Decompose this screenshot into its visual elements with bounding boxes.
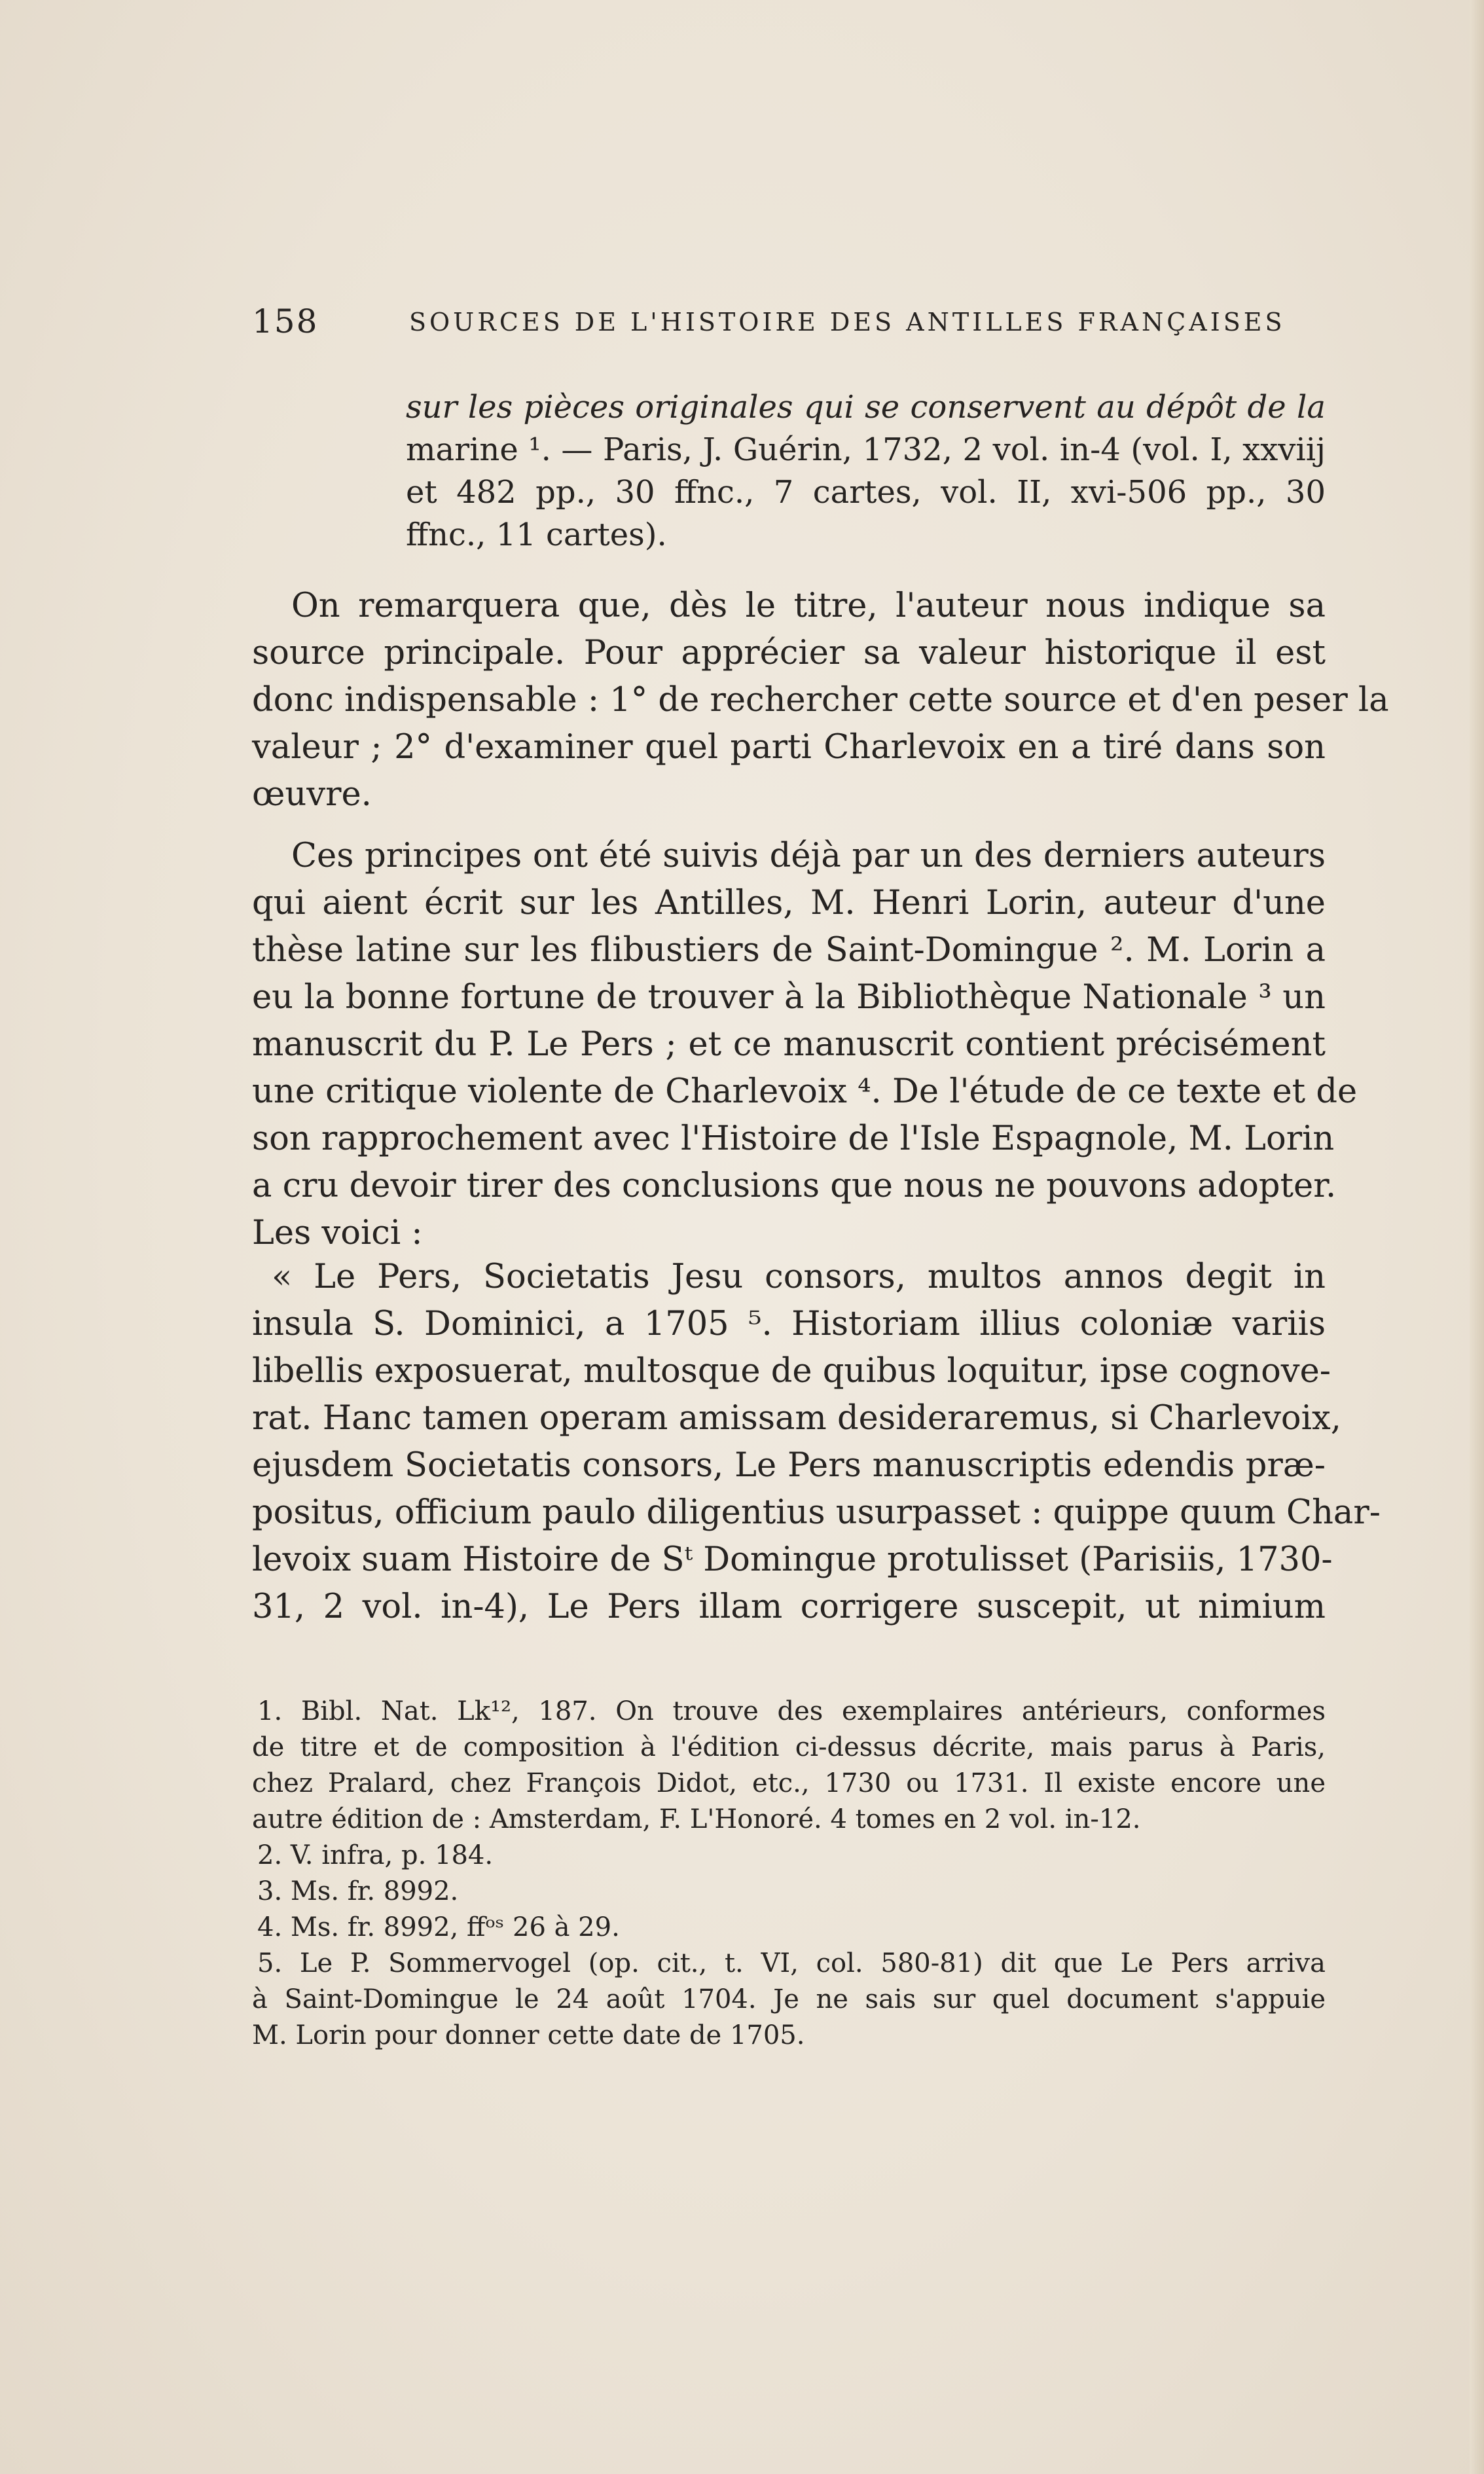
paragraph-line: insula S. Dominici, a 1705 ⁵. Historiam illius coloniæ variis [252, 1305, 1326, 1343]
page-edge [1470, 0, 1484, 2474]
footnote-line: 3. Ms. fr. 8992. [257, 1876, 459, 1906]
paragraph-line: source principale. Pour apprécier sa valeur historique il est [252, 634, 1326, 672]
footnote-line: M. Lorin pour donner cette date de 1705. [252, 2020, 805, 2050]
paragraph-line: Ces principes ont été suivis déjà par un des derniers auteurs [291, 837, 1326, 875]
paragraph-line: positus, officium paulo diligentius usurpasset : quippe quum Char- [252, 1493, 1381, 1532]
paragraph-line: « Le Pers, Societatis Jesu consors, multos annos degit in [272, 1258, 1326, 1296]
footnote-line: 1. Bibl. Nat. Lk¹², 187. On trouve des exemplaires antérieurs, conformes [257, 1696, 1326, 1726]
paragraph-line: libellis exposuerat, multosque de quibus loquitur, ipse cognove- [252, 1352, 1331, 1391]
paragraph-line: levoix suam Histoire de Sᵗ Domingue protulisset (Parisiis, 1730- [252, 1540, 1333, 1579]
paragraph-line: donc indispensable : 1° de rechercher cette source et d'en peser la [252, 681, 1389, 719]
paragraph-line: Les voici : [252, 1214, 423, 1252]
biblio-line: ffnc., 11 cartes). [406, 517, 667, 553]
biblio-line: marine ¹. — Paris, J. Guérin, 1732, 2 vol. in-4 (vol. I, xxviij [406, 431, 1326, 468]
paragraph-line: 31, 2 vol. in-4), Le Pers illam corrigere suscepit, ut nimium [252, 1588, 1326, 1626]
paragraph-line: On remarquera que, dès le titre, l'auteur nous indique sa [291, 587, 1326, 625]
paragraph-line: son rapprochement avec l'Histoire de l'Isle Espagnole, M. Lorin [252, 1119, 1335, 1158]
biblio-line: sur les pièces originales qui se conservent au dépôt de la [406, 389, 1326, 426]
paragraph-line: eu la bonne fortune de trouver à la Bibliothèque Nationale ³ un [252, 978, 1326, 1017]
footnote-line: chez Pralard, chez François Didot, etc., 1730 ou 1731. Il existe encore une [252, 1768, 1326, 1798]
footnote-line: autre édition de : Amsterdam, F. L'Honoré. 4 tomes en 2 vol. in-12. [252, 1804, 1141, 1834]
paragraph-line: a cru devoir tirer des conclusions que nous ne pouvons adopter. [252, 1167, 1337, 1205]
paragraph-line: rat. Hanc tamen operam amissam desideraremus, si Charlevoix, [252, 1399, 1341, 1438]
paragraph-line: une critique violente de Charlevoix ⁴. De l'étude de ce texte et de [252, 1072, 1358, 1111]
bibliographic-entry [406, 386, 1326, 556]
paragraph-line: ejusdem Societatis consors, Le Pers manuscriptis edendis præ- [252, 1446, 1326, 1485]
paragraph-2 [252, 833, 1358, 1257]
footnote-line: 2. V. infra, p. 184. [257, 1840, 494, 1870]
paragraph-line: œuvre. [252, 775, 372, 814]
footnote-line: 4. Ms. fr. 8992, ffᵒˢ 26 à 29. [257, 1912, 620, 1942]
page-number: 158 [252, 302, 319, 340]
paragraph-3-latin-quote [252, 1254, 1381, 1631]
paragraph-line: thèse latine sur les flibustiers de Saint-Domingue ². M. Lorin a [252, 931, 1326, 970]
paragraph-line: manuscrit du P. Le Pers ; et ce manuscrit contient précisément [252, 1025, 1326, 1064]
footnotes [252, 1694, 1326, 2054]
paragraph-line: valeur ; 2° d'examiner quel parti Charlevoix en a tiré dans son [252, 728, 1326, 767]
running-head: SOURCES DE L'HISTOIRE DES ANTILLES FRANÇAISES [409, 308, 1286, 337]
footnote-line: 5. Le P. Sommervogel (op. cit., t. VI, col. 580-81) dit que Le Pers arriva [257, 1948, 1326, 1978]
paragraph-1 [252, 583, 1389, 818]
footnote-line: de titre et de composition à l'édition ci-dessus décrite, mais parus à Paris, [252, 1732, 1326, 1762]
page-header [252, 302, 1332, 348]
paragraph-line: qui aient écrit sur les Antilles, M. Henri Lorin, auteur d'une [252, 884, 1326, 922]
footnote-line: à Saint-Domingue le 24 août 1704. Je ne sais sur quel document s'appuie [252, 1984, 1326, 2014]
biblio-line: et 482 pp., 30 ffnc., 7 cartes, vol. II, xvi-506 pp., 30 [406, 474, 1326, 511]
